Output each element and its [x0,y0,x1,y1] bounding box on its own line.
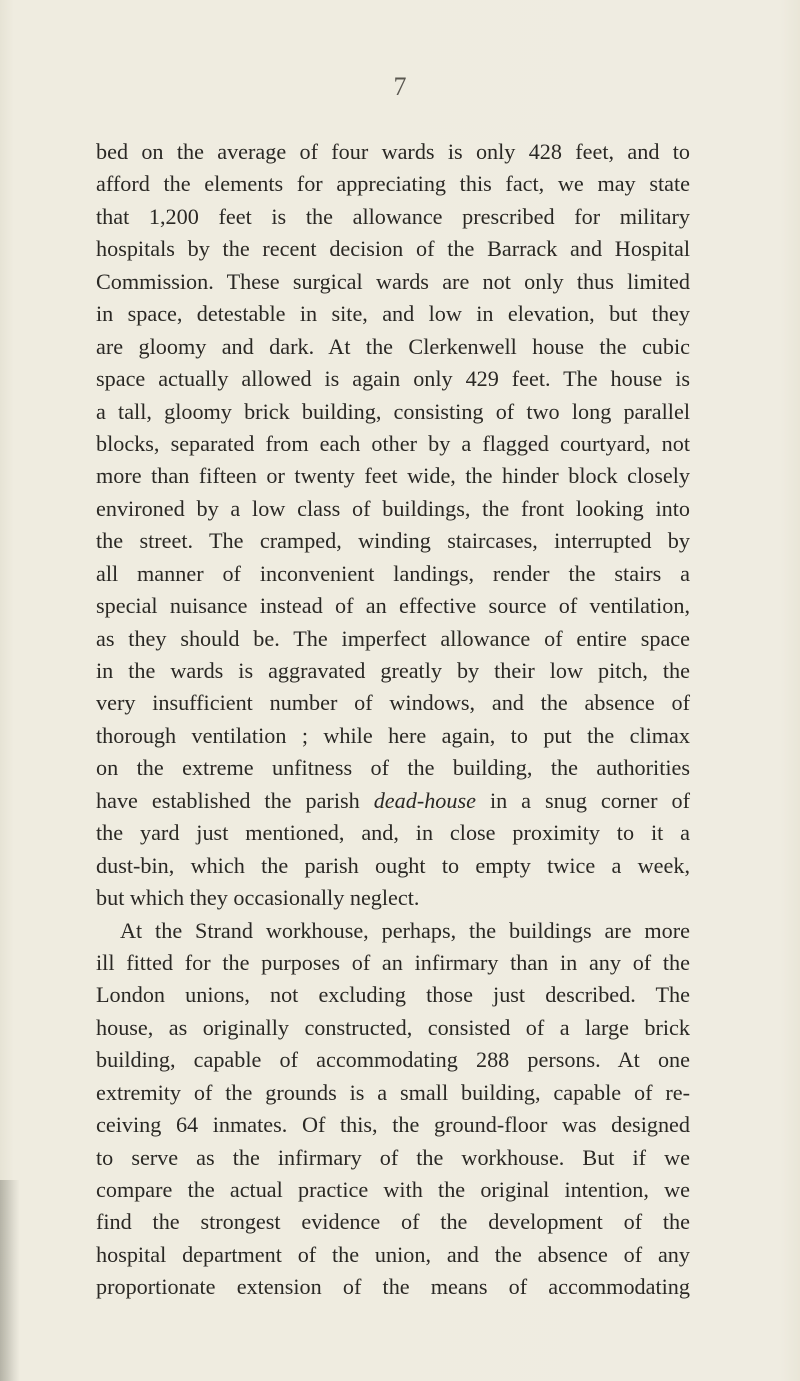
text-line: that 1,200 feet is the allowance prescribed for military [96,203,690,229]
binding-shadow [0,1180,20,1381]
text-line: compare the actual practice with the original intention, we [96,1177,690,1202]
text-line: bed on the average of four wards is only 428 feet, and to [96,139,690,164]
text-line: on the extreme unfitness of the building, the authorities [96,755,690,781]
body-text [96,136,690,1304]
page-number: 7 [393,72,407,101]
line-end: in a snug corner of [489,787,690,813]
line-start: have established the parish [96,787,360,813]
text-line: special nuisance instead of an effective source of ventilation, [96,593,690,619]
text-line: London unions, not excluding those just described. The [96,982,690,1008]
text-line: building, capable of accommodating 288 persons. At one [96,1047,690,1073]
text-line: are gloomy and dark. At the Clerkenwell house the cubic [96,333,690,359]
text-line: more than fifteen or twenty feet wide, the hinder block closely [96,463,690,489]
text-line: thorough ventilation ; while here again, to put the climax [96,722,690,748]
text-line: hospitals by the recent decision of the Barrack and Hospital [96,236,690,262]
text-line: very insufficient number of windows, and the absence of [96,690,690,716]
paragraph-1 [96,136,690,915]
text-line: extremity of the grounds is a small building, capable of re- [96,1079,690,1105]
text-line: ill fitted for the purposes of an infirmary than in any of the [96,949,690,975]
text-line: in space, detestable in site, and low in elevation, but they [96,301,690,327]
text-line: proportionate extension of the means of accommodating [96,1274,690,1300]
text-line: to serve as the infirmary of the workhouse. But if we [96,1144,690,1170]
text-line: blocks, separated from each other by a flagged courtyard, not [96,430,690,456]
text-line: space actually allowed is again only 429 feet. The house is [96,366,690,392]
text-line: all manner of inconvenient landings, render the stairs a [96,560,690,586]
text-line: the street. The cramped, winding staircases, interrupted by [96,528,690,554]
text-line: but which they occasionally neglect. [96,885,420,911]
text-line: find the strongest evidence of the development of the [96,1209,690,1235]
paragraph-2 [96,915,690,1304]
text-line: in the wards is aggravated greatly by their low pitch, the [96,658,690,683]
text-line: house, as originally constructed, consisted of a large brick [96,1014,690,1040]
text-line: as they should be. The imperfect allowance of entire space [96,625,690,651]
text-line: ceiving 64 inmates. Of this, the ground-floor was designed [96,1112,690,1138]
text-line: environed by a low class of buildings, the front looking into [96,495,690,521]
text-line: dust-bin, which the parish ought to empty twice a week, [96,852,690,878]
italic-term: dead-house [373,787,476,813]
text-line: At the Strand workhouse, perhaps, the buildings are more [120,917,690,943]
text-line: a tall, gloomy brick building, consisting of two long parallel [96,398,690,424]
text-line-dead-house [96,785,690,817]
text-line: Commission. These surgical wards are not only thus limited [96,268,690,294]
text-line: afford the elements for appreciating this fact, we may state [96,171,690,197]
text-line: hospital department of the union, and the absence of any [96,1241,690,1267]
text-line: the yard just mentioned, and, in close proximity to it a [96,820,690,846]
